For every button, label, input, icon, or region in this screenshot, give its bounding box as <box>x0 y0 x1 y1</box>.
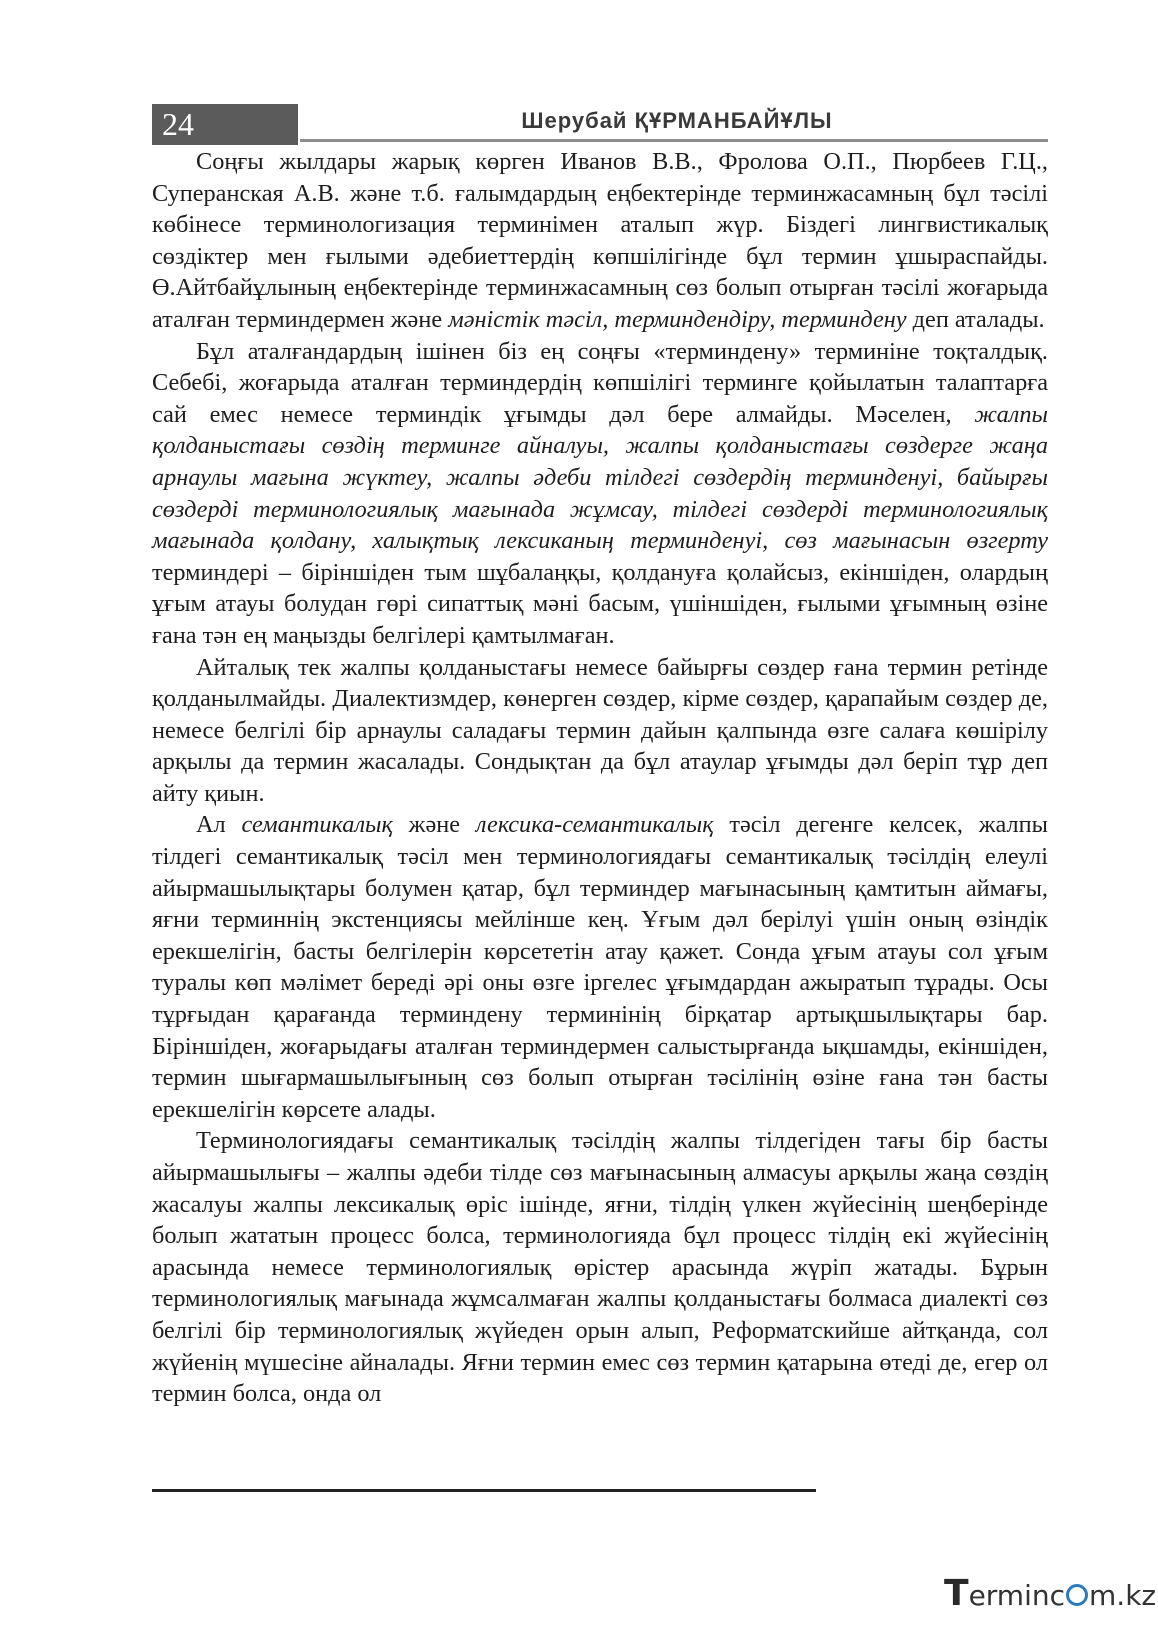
watermark-logo[interactable] <box>944 1572 1157 1616</box>
magnifier-icon <box>1066 1584 1088 1606</box>
paragraph <box>152 1125 1048 1409</box>
paragraph <box>152 336 1048 652</box>
paragraph <box>152 146 1048 336</box>
italic-term: семантикалық <box>241 811 393 839</box>
paragraph <box>152 652 1048 810</box>
text-run: Айталық тек жалпы қолданыстағы немесе байырғы сөздер ғана термин ретінде қолданылмайды. Диалектизмдер, көнерген сөздер, кірме сөздер, қарапайым сөздер де, немесе белгілі бір арнаулы саладағы термин дайын қалпында өзге салаға көшірілу арқылы да термин жасалады. Сондықтан да бұл атаулар ұғымды дәл беріп тұр деп айту қиын. <box>152 653 1048 807</box>
header-rule <box>300 139 1048 142</box>
text-run: Бұл аталғандардың ішінен біз ең соңғы «терминдену» терминіне тоқталдық. Себебі, жоғарыда аталған терминдердің көпшілігі терминге қойылатын талаптарға сай емес немесе терминдік ұғымды дәл бере алмайды. Мәселен, <box>152 337 1048 428</box>
running-header-author: Шерубай ҚҰРМАНБАЙҰЛЫ <box>521 108 833 133</box>
body-text <box>152 146 1048 1410</box>
footnote-rule <box>152 1489 816 1492</box>
text-run: және <box>392 811 476 839</box>
paragraph <box>152 809 1048 1125</box>
text-run: Ал <box>196 811 242 839</box>
italic-term: мәністік тәсіл, терминдендіру, терминдену <box>448 305 907 333</box>
text-run: деп аталады. <box>906 305 1045 333</box>
text-run: Соңғы жылдары жарық көрген Иванов В.В., Фролова О.П., Пюрбеев Г.Ц., Суперанская А.В. және т.б. ғалымдардың еңбектерінде терминжасамның бұл тәсілі көбінесе терминологизация терминімен аталып жүр. Біздегі лингвистикалық сөздіктер мен ғылыми әдебиеттердің көпшілігінде бұл термин ұшыраспайды. Ө.Айтбайұлының еңбектерінде терминжасамның сөз болып отырған тәсілі жоғарыда аталған терминдермен және <box>152 148 1048 333</box>
text-run: тәсіл дегенге келсек, жалпы тілдегі семантикалық тәсіл мен терминологиядағы семантикалық тәсілдің елеулі айырмашылықтары болумен қатар, бұл терминдер мағынасының қамтитын аймағы, яғни терминнің экстенциясы мейлінше кең. Ұғым дәл берілуі үшін оның өзіндік ерекшелігін, басты белгілерін көрсететін атау қажет. Сонда ұғым атауы сол ұғым туралы көп мәлімет береді әрі оны өзге іргелес ұғымдардан ажыратып тұрады. Осы тұрғыдан қарағанда терминдену терминінің бірқатар артықшылықтары бар. Біріншіден, жоғарыдағы аталған терминдермен салыстырғанда ықшамды, екіншіден, термин шығармашылығының сөз болып отырған тәсілінің өзіне ғана тән басты ерекшелігін көрсете алады. <box>152 811 1048 1123</box>
watermark-t: T <box>944 1573 969 1614</box>
watermark-text-2: m.kz <box>1089 1579 1157 1612</box>
page-number: 24 <box>152 104 298 145</box>
italic-term: лексика-семантикалық <box>475 811 714 839</box>
watermark-text-1: erminc <box>968 1579 1066 1612</box>
text-run: терминдері – біріншіден тым шұбалаңқы, қолдануға қолайсыз, екіншіден, олардың ұғым атауы болудан гөрі сипаттық мәні басым, үшіншіден, ғылыми ұғымның өзіне ғана тән ең маңызды белгілері қамтылмаған. <box>152 558 1048 649</box>
italic-term: жалпы қолданыстағы сөздің терминге айналуы, жалпы қолданыстағы сөздерге жаңа арнаулы мағына жүктеу, жалпы әдеби тілдегі сөздердің терминденуі, байырғы сөздерді терминологиялық мағынада жұмсау, тілдегі сөздерді терминологиялық мағынада қолдану, халықтық лексиканың терминденуі, сөз мағынасын өзгерту <box>152 400 1048 555</box>
text-run: Терминологиядағы семантикалық тәсілдің жалпы тілдегіден тағы бір басты айырмашылығы – жалпы әдеби тілде сөз мағынасының алмасуы арқылы жаңа сөздің жасалуы жалпы лексикалық өріс ішінде, яғни, тілдің үлкен жүйесінің шеңберінде болып жататын процесс болса, терминологияда бұл процесс тілдің екі жүйесінің арасында немесе терминологиялық өрістер арасында жүріп жатады. Бұрын терминологиялық мағынада жұмсалмаған жалпы қолданыстағы болмаса диалекті сөз белгілі бір терминологиялық жүйеден орын алып, Реформатскийше айтқанда, сол жүйенің мүшесіне айналады. Яғни термин емес сөз термин қатарына өтеді де, егер ол термин болса, онда ол <box>152 1127 1048 1408</box>
